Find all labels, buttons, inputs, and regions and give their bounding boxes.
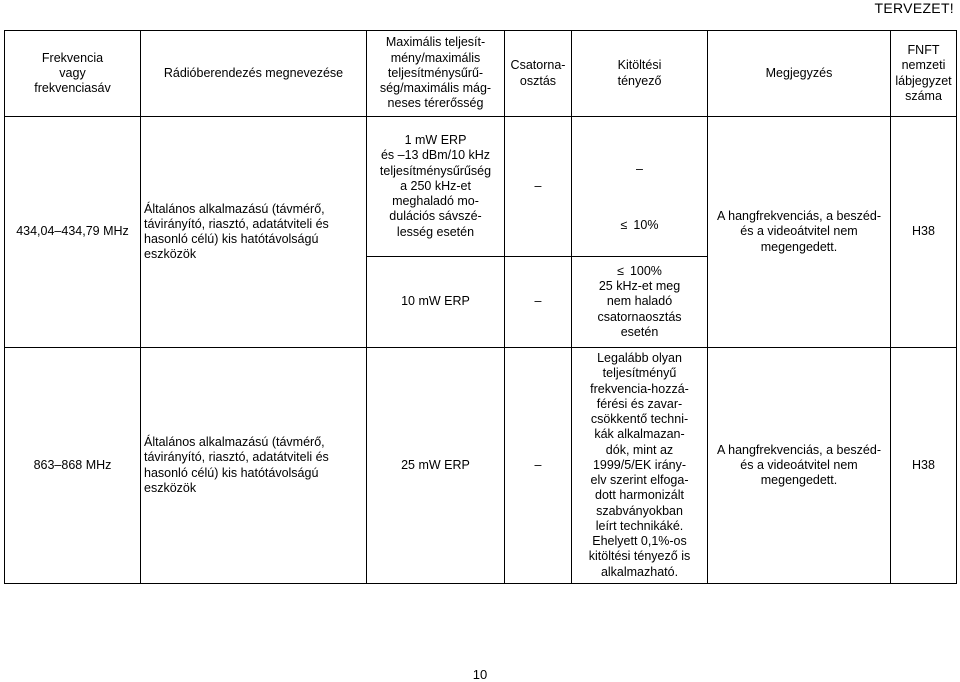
header-device-name: Rádióberendezés megnevezése <box>141 31 367 117</box>
duty-cycle-cell <box>572 117 708 257</box>
channel-spacing-cell: – <box>505 117 572 257</box>
duty-limit <box>575 264 704 279</box>
frequency-table <box>4 30 957 584</box>
frequency-cell: 434,04–434,79 MHz <box>5 117 141 348</box>
device-name-cell: Általános alkalmazású (távmérő, távirányító, riasztó, adatátviteli és hasonló célú) kis hatótávolságú eszközök <box>141 348 367 584</box>
duty-text: 25 kHz-et meg nem haladó csatornaosztás esetén <box>597 279 682 339</box>
footnote-cell: H38 <box>891 117 957 348</box>
less-equal-icon: ≤ <box>620 217 628 232</box>
max-power-cell: 25 mW ERP <box>367 348 505 584</box>
table-row <box>5 117 957 257</box>
duty-dash: – <box>636 162 643 177</box>
frequency-cell: 863–868 MHz <box>5 348 141 584</box>
header-notes: Megjegyzés <box>708 31 891 117</box>
draft-label: TERVEZET! <box>874 0 954 16</box>
header-footnote: FNFT nemzeti lábjegyzet száma <box>891 31 957 117</box>
notes-cell: A hangfrekvenciás, a beszéd- és a videoátvitel nem megengedett. <box>708 117 891 348</box>
footnote-cell: H38 <box>891 348 957 584</box>
header-max-power: Maximális teljesít- mény/maximális teljesítménysűrű- ség/maximális mág- neses térerősség <box>367 31 505 117</box>
channel-spacing-cell: – <box>505 348 572 584</box>
table-row <box>5 348 957 584</box>
header-duty-cycle: Kitöltési tényező <box>572 31 708 117</box>
header-frequency: Frekvencia vagy frekvenciasáv <box>5 31 141 117</box>
max-power-cell: 1 mW ERP és –13 dBm/10 kHz teljesítménysűrűség a 250 kHz-et meghaladó mo- dulációs sávszé- lesség esetén <box>367 117 505 257</box>
duty-limit <box>575 218 704 233</box>
duty-value: 10% <box>633 217 659 232</box>
max-power-cell: 10 mW ERP <box>367 257 505 348</box>
less-equal-icon: ≤ <box>617 263 624 278</box>
duty-cycle-cell <box>572 257 708 348</box>
duty-value: 100% <box>629 263 662 278</box>
header-row <box>5 31 957 117</box>
header-channel-spacing: Csatorna- osztás <box>505 31 572 117</box>
device-name-cell: Általános alkalmazású (távmérő, távirányító, riasztó, adatátviteli és hasonló célú) kis hatótávolságú eszközök <box>141 117 367 348</box>
page-number: 10 <box>472 667 488 682</box>
duty-cycle-cell: Legalább olyan teljesítményű frekvencia-hozzá- férési és zavar- csökkentő techni- kák alkalmazan- dók, mint az 1999/5/EK irány- elv szerint elfoga- dott harmonizált szabványokban leírt technikáké. Ehelyett 0,1%-os kitöltési tényező is alkalmazható. <box>572 348 708 584</box>
channel-spacing-cell: – <box>505 257 572 348</box>
notes-cell: A hangfrekvenciás, a beszéd- és a videoátvitel nem megengedett. <box>708 348 891 584</box>
